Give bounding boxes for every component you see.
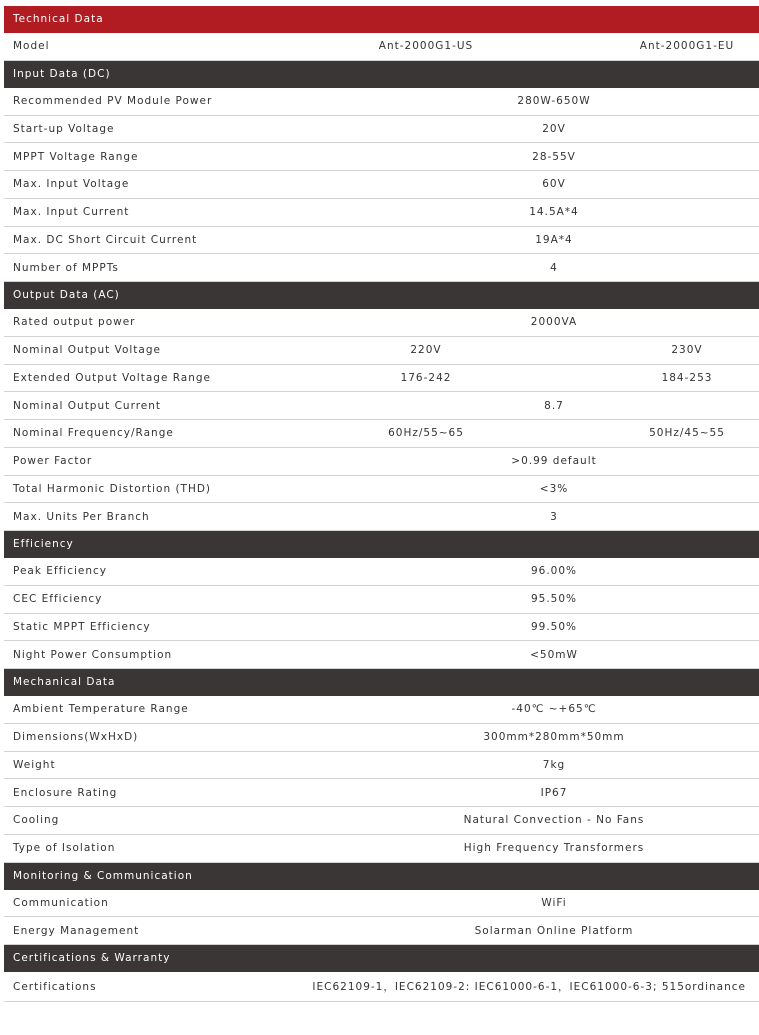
spec-label: Type of Isolation bbox=[13, 842, 116, 855]
spec-label: Cooling bbox=[13, 814, 60, 827]
section-heading: Monitoring & Communication bbox=[4, 863, 759, 890]
spec-label: Max. Units Per Branch bbox=[13, 510, 150, 523]
spec-row-night-power-consumption bbox=[4, 641, 759, 669]
spec-label: Recommended PV Module Power bbox=[13, 95, 213, 108]
spec-value: 300mm*280mm*50mm bbox=[483, 731, 625, 744]
spec-row-ambient-temperature-range bbox=[4, 696, 759, 724]
spec-label: Nominal Output Current bbox=[13, 399, 162, 412]
spec-value: -40℃ ~+65℃ bbox=[511, 703, 597, 716]
spec-label: Nominal Output Voltage bbox=[13, 344, 161, 357]
section-heading: Input Data (DC) bbox=[4, 61, 759, 88]
spec-value: 96.00% bbox=[530, 565, 578, 578]
spec-table bbox=[4, 6, 759, 1002]
spec-label: Ambient Temperature Range bbox=[13, 703, 189, 716]
section-heading: Mechanical Data bbox=[4, 669, 759, 696]
spec-row-nominal-output-voltage bbox=[4, 337, 759, 365]
spec-label: Max. Input Voltage bbox=[13, 178, 130, 191]
spec-row-total-harmonic-distortion-thd bbox=[4, 476, 759, 504]
section-output-data-ac bbox=[4, 282, 759, 531]
spec-row-energy-management bbox=[4, 917, 759, 945]
spec-value: 60V bbox=[542, 178, 566, 191]
spec-label: Extended Output Voltage Range bbox=[13, 371, 212, 384]
spec-value: Natural Convection - No Fans bbox=[463, 814, 645, 827]
spec-label: Certifications bbox=[13, 980, 97, 993]
spec-value-eu: 184-253 bbox=[661, 371, 713, 384]
spec-value-eu: 50Hz/45~55 bbox=[649, 427, 725, 440]
spec-value: 8.7 bbox=[544, 399, 564, 412]
spec-value: 95.50% bbox=[530, 593, 578, 606]
spec-label: Max. Input Current bbox=[13, 206, 130, 219]
spec-row-mppt-voltage-range bbox=[4, 143, 759, 171]
spec-value-eu: Ant-2000G1-EU bbox=[639, 40, 735, 53]
spec-value: WiFi bbox=[541, 896, 567, 909]
spec-label: Energy Management bbox=[13, 924, 140, 937]
section-heading: Output Data (AC) bbox=[4, 282, 759, 309]
spec-row-nominal-frequency-range bbox=[4, 420, 759, 448]
spec-row-enclosure-rating bbox=[4, 779, 759, 807]
spec-row-dimensions-wxhxd bbox=[4, 724, 759, 752]
spec-value: 99.50% bbox=[530, 620, 578, 633]
spec-row-cooling bbox=[4, 807, 759, 835]
spec-value-us: 176-242 bbox=[400, 371, 452, 384]
spec-label: Peak Efficiency bbox=[13, 565, 108, 578]
section-efficiency bbox=[4, 531, 759, 669]
spec-row-rated-output-power bbox=[4, 309, 759, 337]
spec-row-recommended-pv-module-power bbox=[4, 88, 759, 116]
section-technical-data bbox=[4, 6, 759, 61]
spec-value: 2000VA bbox=[530, 316, 578, 329]
spec-row-max-input-current bbox=[4, 199, 759, 227]
spec-label: Night Power Consumption bbox=[13, 648, 173, 661]
spec-row-type-of-isolation bbox=[4, 835, 759, 863]
spec-row-weight bbox=[4, 752, 759, 780]
spec-value-us: 220V bbox=[410, 344, 442, 357]
spec-value: >0.99 default bbox=[511, 455, 597, 468]
section-monitoring-communication bbox=[4, 863, 759, 946]
spec-label: CEC Efficiency bbox=[13, 593, 103, 606]
spec-label: Nominal Frequency/Range bbox=[13, 427, 174, 440]
spec-value: <3% bbox=[539, 482, 569, 495]
spec-value: 14.5A*4 bbox=[529, 206, 579, 219]
spec-value: High Frequency Transformers bbox=[463, 842, 645, 855]
spec-value: 4 bbox=[550, 261, 558, 274]
section-heading: Efficiency bbox=[4, 531, 759, 558]
spec-label: Number of MPPTs bbox=[13, 261, 119, 274]
spec-row-extended-output-voltage-range bbox=[4, 365, 759, 393]
spec-value-us: 60Hz/55~65 bbox=[388, 427, 464, 440]
spec-label: Weight bbox=[13, 758, 56, 771]
section-input-data-dc bbox=[4, 61, 759, 282]
spec-label: MPPT Voltage Range bbox=[13, 150, 139, 163]
spec-row-peak-efficiency bbox=[4, 558, 759, 586]
spec-row-cec-efficiency bbox=[4, 586, 759, 614]
spec-row-max-units-per-branch bbox=[4, 503, 759, 531]
spec-label: Max. DC Short Circuit Current bbox=[13, 233, 198, 246]
spec-label: Static MPPT Efficiency bbox=[13, 620, 151, 633]
spec-value: 28-55V bbox=[532, 150, 576, 163]
spec-value: 280W-650W bbox=[517, 95, 591, 108]
spec-value-eu: 230V bbox=[671, 344, 703, 357]
spec-row-certifications bbox=[4, 972, 759, 1002]
section-certifications-warranty bbox=[4, 945, 759, 1002]
spec-value-us: Ant-2000G1-US bbox=[378, 40, 474, 53]
spec-label: Model bbox=[13, 40, 50, 53]
spec-row-communication bbox=[4, 890, 759, 918]
spec-value: 7kg bbox=[542, 758, 566, 771]
spec-label: Dimensions(WxHxD) bbox=[13, 731, 139, 744]
spec-row-nominal-output-current bbox=[4, 392, 759, 420]
spec-label: Total Harmonic Distortion (THD) bbox=[13, 482, 212, 495]
section-heading: Certifications & Warranty bbox=[4, 945, 759, 972]
spec-row-number-of-mppts bbox=[4, 254, 759, 282]
spec-label: Enclosure Rating bbox=[13, 786, 118, 799]
spec-value: Solarman Online Platform bbox=[474, 924, 634, 937]
spec-row-power-factor bbox=[4, 448, 759, 476]
spec-row-max-input-voltage bbox=[4, 171, 759, 199]
spec-value: IP67 bbox=[540, 786, 568, 799]
spec-row-model bbox=[4, 33, 759, 61]
spec-value: 3 bbox=[550, 510, 558, 523]
spec-value: <50mW bbox=[530, 648, 578, 661]
spec-value: IEC62109-1，IEC62109-2: IEC61000-6-1，IEC61000-6-3; 515ordinance bbox=[312, 981, 746, 993]
spec-value: 20V bbox=[542, 122, 566, 135]
spec-row-static-mppt-efficiency bbox=[4, 614, 759, 642]
spec-row-start-up-voltage bbox=[4, 116, 759, 144]
section-heading: Technical Data bbox=[4, 6, 759, 33]
spec-label: Power Factor bbox=[13, 455, 93, 468]
spec-label: Communication bbox=[13, 896, 109, 909]
section-mechanical-data bbox=[4, 669, 759, 863]
spec-value: 19A*4 bbox=[535, 233, 573, 246]
spec-label: Rated output power bbox=[13, 316, 136, 329]
spec-row-max-dc-short-circuit-current bbox=[4, 227, 759, 255]
spec-label: Start-up Voltage bbox=[13, 122, 115, 135]
